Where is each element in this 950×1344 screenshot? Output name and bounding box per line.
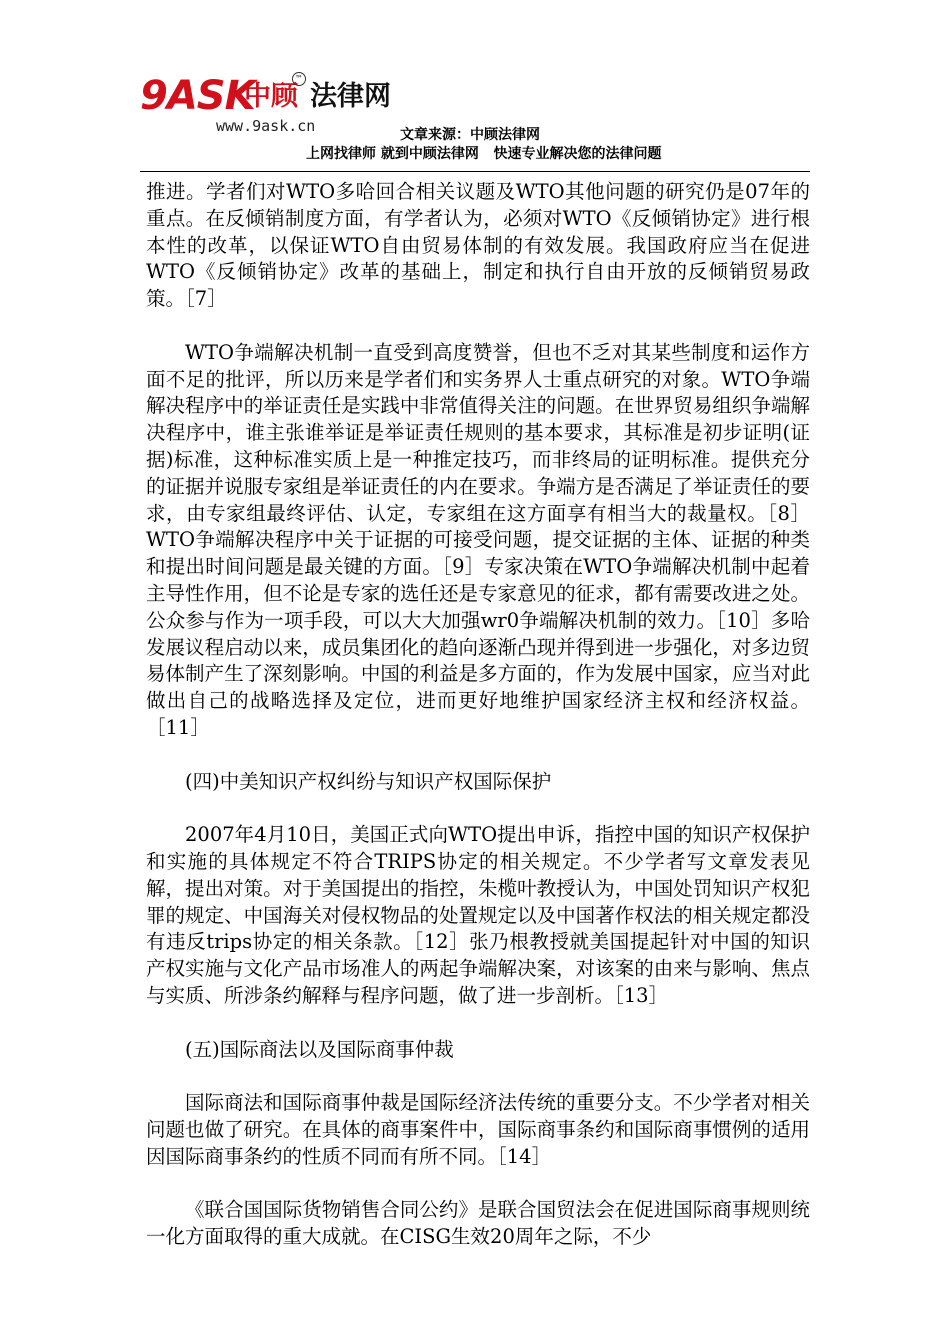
logo-url: www.9ask.cn (216, 117, 316, 135)
paragraph-cisg: 《联合国国际货物销售合同公约》是联合国贸法会在促进国际商事规则统一化方面取得的重大成就。在CISG生效20周年之际，不少 (146, 1198, 810, 1249)
logo-brand-falvwang: 法律网 (310, 81, 391, 112)
paragraph-commercial-law: 国际商法和国际商事仲裁是国际经济法传统的重要分支。不少学者对相关问题也做了研究。在具体的商事案件中，国际商事条约和国际商事惯例的适用因国际商事条约的性质不同而有所不同。［14］ (146, 1091, 810, 1168)
header-divider (140, 171, 810, 172)
article-body (146, 179, 810, 1251)
header-tagline: 上网找律师 就到中顾法律网 快速专业解决您的法律问题 (306, 146, 662, 162)
paragraph-wto-dispute: WTO争端解决机制一直受到高度赞誉，但也不乏对其某些制度和运作方面不足的批评，所以历来是学者们和实务界人士重点研究的对象。WTO争端解决程序中的举证责任是实践中非常值得关注的问题。在世界贸易组织争端解决程序中，谁主张谁举证是举证责任规则的基本要求，其标准是初步证明(证据)标准，这种标准实质上是一种推定技巧，而非终局的证明标准。提供充分的证据并说服专家组是举证责任的内在要求。争端方是否满足了举证责任的要求，由专家组最终评估、认定，专家组在这方面享有相当大的裁量权。［8］WTO争端解决程序中关于证据的可接受问题，提交证据的主体、证据的种类和提出时间问题是最关键的方面。［9］专家决策在WTO争端解决机制中起着主导性作用，但不论是专家的选任还是专家意见的征求，都有需要改进之处。公众参与作为一项手段，可以大大加强wr0争端解决机制的效力。［10］多哈发展议程启动以来，成员集团化的趋向逐渐凸现并得到进一步强化，对多边贸易体制产生了深刻影响。中国的利益是多方面的，作为发展中国家，应当对此做出自己的战略选择及定位，进而更好地维护国家经济主权和经济权益。［11］ (146, 340, 810, 739)
site-logo[interactable] (140, 72, 400, 142)
trademark-icon: ™ (292, 72, 306, 86)
logo-9ask-mark: 9ASK (140, 73, 255, 119)
section-heading-commercial-law: (五)国际商法以及国际商事仲裁 (185, 1037, 454, 1061)
page-header (0, 0, 950, 175)
article-source: 文章来源：中顾法律网 (400, 127, 540, 143)
logo-brand-zhonggu: 中顾 (244, 81, 298, 112)
paragraph-ip-dispute: 2007年4月10日，美国正式向WTO提出申诉，指控中国的知识产权保护和实施的具体规定不符合TRIPS协定的相关规定。不少学者写文章发表见解，提出对策。对于美国提出的指控，朱榄叶教授认为，中国处罚知识产权犯罪的规定、中国海关对侵权物品的处置规定以及中国著作权法的相关规定都没有违反trips协定的相关条款。［12］张乃根教授就美国提起针对中国的知识产权实施与文化产品市场准人的两起争端解决案，对该案的由来与影响、焦点与实质、所涉条约解释与程序问题，做了进一步剖析。［13］ (146, 823, 810, 1007)
paragraph-continuation: 推进。学者们对WTO多哈回合相关议题及WTO其他问题的研究仍是07年的重点。在反倾销制度方面，有学者认为，必须对WTO《反倾销协定》进行根本性的改革，以保证WTO自由贸易体制的有效发展。我国政府应当在促进WTO《反倾销协定》改革的基础上，制定和执行自由开放的反倾销贸易政策。［7］ (146, 180, 810, 311)
section-heading-ip: (四)中美知识产权纠纷与知识产权国际保护 (185, 769, 552, 793)
